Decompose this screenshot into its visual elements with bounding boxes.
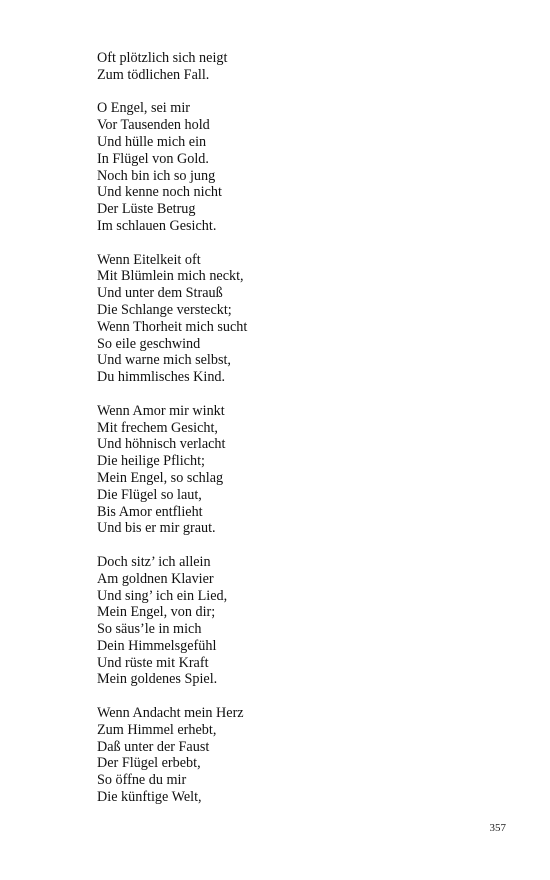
poem-line: Die künftige Welt, (97, 789, 202, 806)
poem-line: Du himmlisches Kind. (97, 369, 226, 386)
stanza-1 (97, 50, 497, 84)
poem-line: O Engel, sei mir (97, 100, 190, 117)
poem-line: So eile geschwind (97, 335, 201, 352)
poem-line: Am goldnen Klavier (97, 570, 214, 587)
poem-line: Vor Tausenden hold (97, 117, 210, 134)
poem-line: Der Lüste Betrug (97, 201, 196, 218)
poem-line: Noch bin ich so jung (97, 167, 216, 184)
poem-line: Wenn Andacht mein Herz (97, 705, 244, 722)
poem-line: Mit Blümlein mich neckt, (97, 268, 244, 285)
poem-line: So säus’le in mich (97, 621, 202, 638)
poem-line: Dein Himmelsgefühl (97, 637, 217, 654)
poem-line: Und unter dem Strauß (97, 285, 223, 302)
poem-line: Im schlauen Gesicht. (97, 217, 217, 234)
stanza-4 (97, 403, 497, 537)
poem-line: Wenn Eitelkeit oft (97, 251, 201, 268)
poem-line: Die Schlange versteckt; (97, 301, 232, 318)
poem-line: Wenn Amor mir winkt (97, 402, 225, 419)
poem-line: Zum tödlichen Fall. (97, 66, 210, 83)
poem-line: Und sing’ ich ein Lied, (97, 587, 228, 604)
poem-line: Und rüste mit Kraft (97, 654, 209, 671)
poem-line: Bis Amor entflieht (97, 503, 203, 520)
stanza-2 (97, 100, 497, 234)
poem-line: Mein Engel, so schlag (97, 469, 224, 486)
poem-line: Wenn Thorheit mich sucht (97, 318, 248, 335)
stanza-3 (97, 252, 497, 386)
poem-line: Zum Himmel erhebt, (97, 721, 217, 738)
poem-line: Der Flügel erbebt, (97, 755, 201, 772)
poem-line: Und bis er mir graut. (97, 520, 216, 537)
stanza-6 (97, 705, 497, 806)
poem-line: Oft plötzlich sich neigt (97, 50, 228, 66)
poem-line: Mein goldenes Spiel. (97, 671, 218, 688)
poem-line: Und kenne noch nicht (97, 184, 222, 201)
poem-text (97, 50, 497, 823)
page-number: 357 (489, 822, 506, 834)
poem-line: So öffne du mir (97, 772, 187, 789)
poem-line: Die heilige Pflicht; (97, 453, 205, 470)
poem-line: Doch sitz’ ich allein (97, 553, 211, 570)
poem-line: In Flügel von Gold. (97, 150, 209, 167)
poem-line: Und hülle mich ein (97, 133, 207, 150)
poem-line: Und höhnisch verlacht (97, 436, 226, 453)
poem-line: Mit frechem Gesicht, (97, 419, 218, 436)
stanza-5 (97, 554, 497, 688)
poem-line: Die Flügel so laut, (97, 486, 202, 503)
poem-line: Und warne mich selbst, (97, 352, 231, 369)
poem-line: Mein Engel, von dir; (97, 604, 216, 621)
poem-line: Daß unter der Faust (97, 738, 210, 755)
